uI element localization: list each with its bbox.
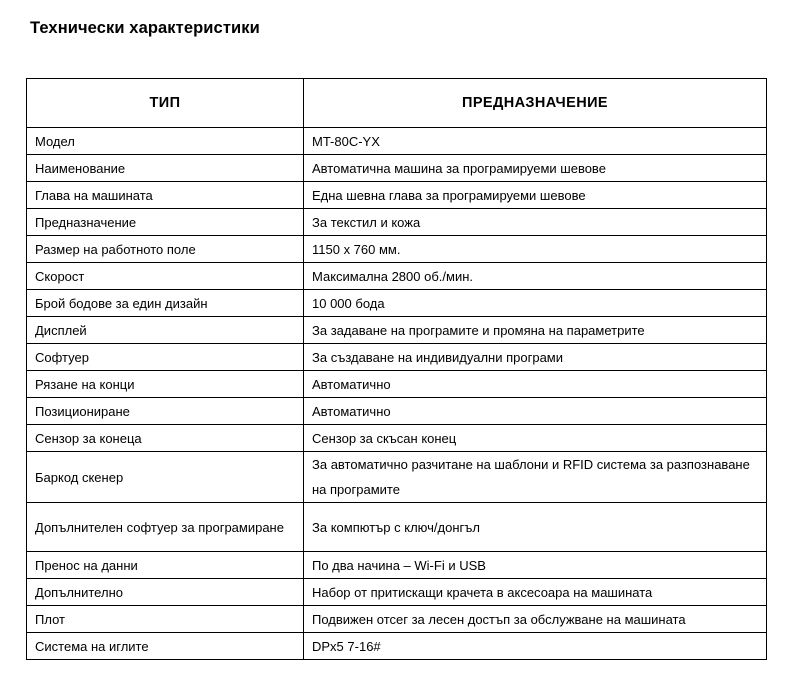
cell-type: Система на иглите [27,633,304,660]
table-row [27,155,767,182]
page-title: Технически характеристики [30,19,260,37]
cell-type: Пренос на данни [27,552,304,579]
table-row [27,579,767,606]
cell-type: Софтуер [27,344,304,371]
table-header [27,79,767,128]
table-row [27,182,767,209]
cell-purpose: Автоматично [304,371,767,398]
table-row [27,633,767,660]
cell-purpose: 10 000 бода [304,290,767,317]
table-row [27,209,767,236]
cell-purpose: Подвижен отсег за лесен достъп за обслужване на машината [304,606,767,633]
cell-type: Баркод скенер [27,452,304,503]
cell-type: Дисплей [27,317,304,344]
cell-purpose: 1150 x 760 мм. [304,236,767,263]
cell-type: Брой бодове за един дизайн [27,290,304,317]
cell-purpose: Набор от притискащи крачета в аксесоара на машината [304,579,767,606]
table-row [27,263,767,290]
table-row [27,552,767,579]
table-row [27,425,767,452]
cell-purpose: За създаване на индивидуални програми [304,344,767,371]
table-row [27,398,767,425]
table-row [27,452,767,503]
cell-type: Допълнително [27,579,304,606]
column-header-purpose: ПРЕДНАЗНАЧЕНИЕ [304,79,767,128]
table-row [27,236,767,263]
table-body [27,128,767,660]
table-row [27,606,767,633]
cell-type: Предназначение [27,209,304,236]
cell-type: Наименование [27,155,304,182]
cell-purpose: За компютър с ключ/донгъл [304,503,767,552]
cell-type: Размер на работното поле [27,236,304,263]
cell-purpose: Сензор за скъсан конец [304,425,767,452]
cell-type: Глава на машината [27,182,304,209]
table-row [27,317,767,344]
cell-type: Позициониране [27,398,304,425]
cell-purpose: DPx5 7-16# [304,633,767,660]
cell-purpose: За задаване на програмите и промяна на параметрите [304,317,767,344]
cell-type: Допълнителен софтуер за програмиране [27,503,304,552]
table-row [27,371,767,398]
table-row [27,503,767,552]
cell-purpose: По два начина – Wi-Fi и USB [304,552,767,579]
column-header-type: ТИП [27,79,304,128]
cell-type: Рязане на конци [27,371,304,398]
table-row [27,128,767,155]
cell-purpose: За текстил и кожа [304,209,767,236]
cell-purpose: Една шевна глава за програмируеми шевове [304,182,767,209]
cell-purpose: MT-80C-YX [304,128,767,155]
specifications-table [26,78,767,660]
cell-purpose: Автоматично [304,398,767,425]
cell-type: Скорост [27,263,304,290]
cell-type: Сензор за конеца [27,425,304,452]
cell-type: Плот [27,606,304,633]
cell-purpose: Автоматична машина за програмируеми шевове [304,155,767,182]
table-row [27,290,767,317]
cell-type: Модел [27,128,304,155]
table-row [27,344,767,371]
cell-purpose: Максимална 2800 об./мин. [304,263,767,290]
cell-purpose: За автоматично разчитане на шаблони и RFID система за разпознаване на програмите [304,452,767,503]
table-header-row [27,79,767,128]
